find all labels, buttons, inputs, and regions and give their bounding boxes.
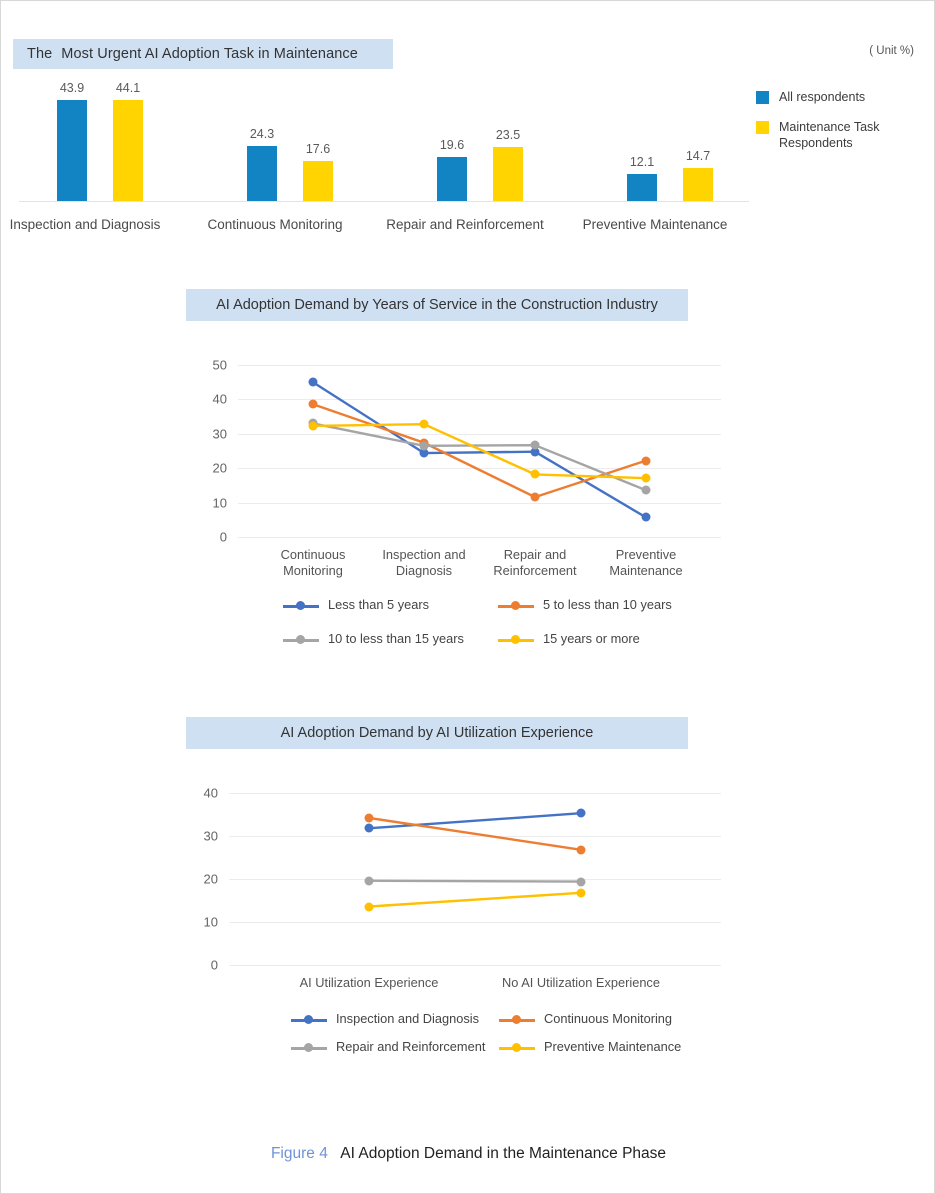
chart3-plot: [203, 785, 721, 973]
line-legend-label: 10 to less than 15 years: [328, 631, 464, 646]
x-axis-tick-label: AI Utilization Experience: [299, 975, 439, 990]
x-axis-tick-label: Continuous Monitoring: [280, 547, 346, 578]
line-legend-item: [498, 631, 713, 647]
y-axis-tick-label: 20: [203, 871, 218, 887]
line-legend-item: [291, 1039, 499, 1055]
data-point: [531, 470, 540, 479]
y-axis-tick-label: 30: [212, 426, 227, 442]
bar: [627, 174, 657, 202]
line-legend-item: [499, 1011, 707, 1027]
gridline: [229, 965, 721, 966]
line-legend-label: 5 to less than 10 years: [543, 597, 672, 612]
data-point: [531, 441, 540, 450]
line-series-layer: [238, 365, 721, 537]
line-legend-item: [283, 597, 498, 613]
chart2-title-band: AI Adoption Demand by Years of Service in the Construction Industry: [186, 289, 688, 321]
line-chart-ai-utilization-experience: [1, 701, 935, 1121]
x-axis-tick-label: No AI Utilization Experience: [502, 975, 660, 990]
bar: [683, 168, 713, 202]
bar-legend-item: [756, 119, 926, 151]
y-axis-tick-label: 10: [203, 914, 218, 930]
bar-group: [247, 86, 437, 202]
gridline: [238, 537, 721, 538]
line-series-layer: [229, 793, 721, 965]
data-point: [577, 888, 586, 897]
y-axis-tick-label: 50: [212, 357, 227, 373]
data-point: [642, 456, 651, 465]
data-point: [642, 513, 651, 522]
bar-value-label: 43.9: [59, 81, 85, 96]
legend-line-marker-icon: [499, 1013, 535, 1027]
series-line: [313, 404, 646, 497]
legend-line-marker-icon: [291, 1041, 327, 1055]
bar-value-label: 12.1: [629, 154, 655, 169]
data-point: [365, 902, 374, 911]
y-axis-tick-label: 20: [212, 460, 227, 476]
bar: [113, 100, 143, 202]
data-point: [642, 474, 651, 483]
unit-label: ( Unit %): [869, 45, 914, 57]
x-axis-tick-label: Preventive Maintenance: [609, 547, 683, 578]
chart3-title-band: AI Adoption Demand by AI Utilization Experience: [186, 717, 688, 749]
line-legend-item: [499, 1039, 707, 1055]
data-point: [577, 845, 586, 854]
bar-legend-item: [756, 89, 926, 105]
data-point: [309, 400, 318, 409]
bar-group: [57, 80, 247, 202]
data-point: [309, 421, 318, 430]
chart2-legend: [283, 597, 713, 665]
series-line: [369, 818, 581, 850]
data-point: [577, 877, 586, 886]
bar-category-label: Continuous Monitoring: [207, 217, 343, 232]
data-point: [309, 378, 318, 387]
x-axis-tick-label: Repair and Reinforcement: [493, 547, 577, 578]
x-axis-tick-label: Inspection and Diagnosis: [382, 547, 466, 578]
legend-line-marker-icon: [291, 1013, 327, 1027]
data-point: [365, 824, 374, 833]
legend-line-marker-icon: [283, 599, 319, 613]
bar-value-label: 24.3: [249, 126, 275, 141]
figure-number: Figure 4: [270, 1145, 328, 1162]
series-line: [369, 893, 581, 907]
bar-category-label: Repair and Reinforcement: [386, 217, 544, 232]
series-line: [369, 813, 581, 828]
y-axis-tick-label: 0: [219, 529, 227, 545]
y-axis-tick-label: 10: [212, 495, 227, 511]
line-legend-label: Repair and Reinforcement: [336, 1039, 486, 1054]
bar-value-label: 17.6: [305, 142, 331, 157]
line-legend-label: Continuous Monitoring: [544, 1011, 673, 1026]
data-point: [642, 486, 651, 495]
bar-legend-label: Maintenance Task Respondents: [779, 120, 880, 150]
bar-chart-baseline: [19, 201, 749, 202]
bar: [493, 147, 523, 202]
bar-value-label: 23.5: [495, 128, 521, 143]
line-chart-years-of-service: [1, 273, 935, 693]
legend-line-marker-icon: [498, 599, 534, 613]
bar-chart-section: [1, 1, 935, 259]
chart3-legend: [291, 1011, 711, 1067]
bar-chart-plot: [19, 80, 749, 202]
line-legend-label: Inspection and Diagnosis: [336, 1011, 479, 1026]
series-line: [369, 881, 581, 882]
line-legend-label: 15 years or more: [543, 631, 640, 646]
data-point: [420, 420, 429, 429]
bar-group: [437, 86, 627, 202]
bar-chart-legend: [756, 89, 926, 165]
bar-value-label: 19.6: [439, 137, 465, 152]
bar-category-label: Inspection and Diagnosis: [9, 217, 161, 232]
legend-line-marker-icon: [283, 633, 319, 647]
legend-line-marker-icon: [498, 633, 534, 647]
bar: [247, 146, 277, 202]
chart2-plot: [212, 357, 721, 545]
bar-value-label: 14.7: [685, 148, 711, 163]
bar-chart-title: Most Urgent AI Adoption Task in Maintenance: [61, 46, 358, 62]
bar-value-label: 44.1: [115, 80, 141, 95]
legend-swatch-icon: [756, 121, 769, 134]
y-axis-tick-label: 30: [203, 828, 218, 844]
bar: [57, 100, 87, 202]
data-point: [365, 876, 374, 885]
line-legend-item: [498, 597, 713, 613]
bar: [437, 157, 467, 202]
series-line: [313, 423, 646, 490]
bar-category-label: Preventive Maintenance: [582, 217, 728, 232]
data-point: [365, 813, 374, 822]
y-axis-tick-label: 40: [212, 391, 227, 407]
y-axis-tick-label: 0: [210, 957, 218, 973]
bar-legend-label: All respondents: [779, 90, 866, 104]
bar-chart-title-band: [13, 39, 393, 69]
line-legend-label: Preventive Maintenance: [544, 1039, 682, 1054]
bar: [303, 161, 333, 202]
data-point: [420, 441, 429, 450]
data-point: [531, 493, 540, 502]
y-axis-tick-label: 40: [203, 785, 218, 801]
data-point: [577, 809, 586, 818]
line-legend-label: Less than 5 years: [328, 597, 430, 612]
figure-caption-text: AI Adoption Demand in the Maintenance Phase: [340, 1145, 667, 1162]
legend-swatch-icon: [756, 91, 769, 104]
bar-chart-title-lead: The: [27, 46, 53, 62]
line-legend-item: [291, 1011, 499, 1027]
figure-caption: [1, 1145, 935, 1163]
line-legend-item: [283, 631, 498, 647]
legend-line-marker-icon: [499, 1041, 535, 1055]
